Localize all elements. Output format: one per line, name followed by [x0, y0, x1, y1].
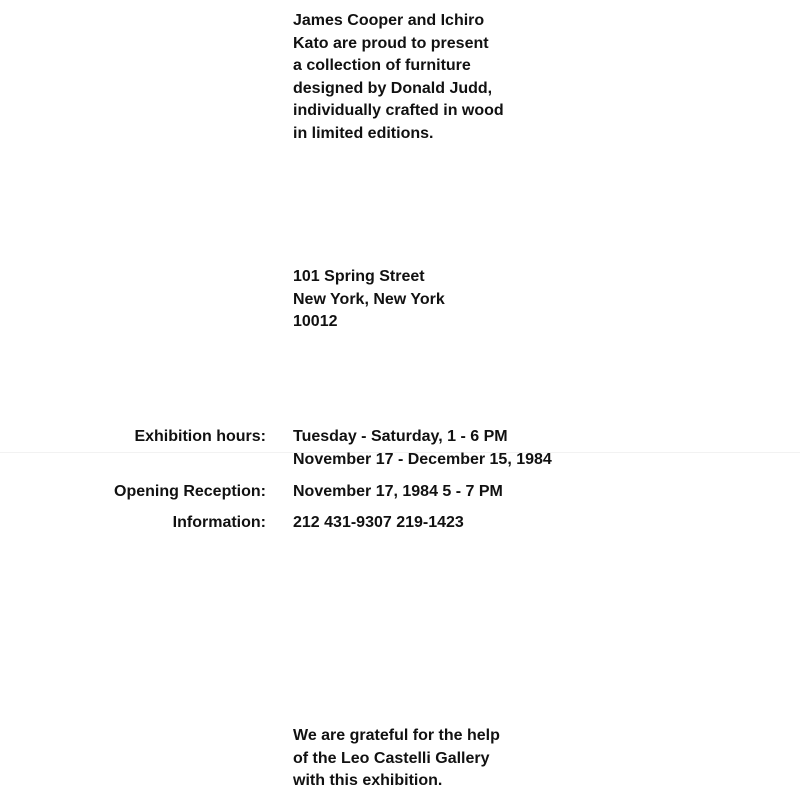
exhibition-days: Tuesday - Saturday, 1 - 6 PM	[293, 428, 508, 445]
intro-line: in limited editions.	[293, 124, 434, 142]
intro-line: James Cooper and Ichiro	[293, 12, 485, 29]
acknowledgement-line: We are grateful for the help	[293, 727, 500, 744]
address-street: 101 Spring Street	[293, 268, 425, 285]
intro-line: a collection of furniture	[293, 57, 471, 74]
intro-line: individually crafted in wood	[293, 102, 504, 119]
intro-paragraph	[293, 10, 504, 145]
information-row	[0, 512, 800, 534]
intro-line: Kato are proud to present	[293, 34, 489, 52]
acknowledgement-line: of the Leo Castelli Gallery	[293, 749, 490, 767]
information-phone-numbers: 212 431-9307 219-1423	[293, 514, 464, 531]
information-label: Information:	[172, 514, 266, 531]
opening-reception-row	[0, 481, 800, 503]
exhibition-hours-label: Exhibition hours:	[134, 428, 266, 445]
exhibition-dates: November 17 - December 15, 1984	[293, 450, 552, 468]
address-city: New York, New York	[293, 290, 445, 308]
exhibition-hours-row	[0, 426, 800, 468]
exhibition-hours-value	[293, 426, 552, 471]
acknowledgement-line: with this exhibition.	[293, 772, 443, 789]
acknowledgement-paragraph	[293, 725, 500, 793]
opening-reception-label: Opening Reception:	[114, 483, 266, 500]
opening-reception-value: November 17, 1984 5 - 7 PM	[293, 483, 503, 500]
address-block	[293, 266, 445, 334]
intro-line: designed by Donald Judd,	[293, 79, 493, 97]
address-zip: 10012	[293, 313, 338, 330]
